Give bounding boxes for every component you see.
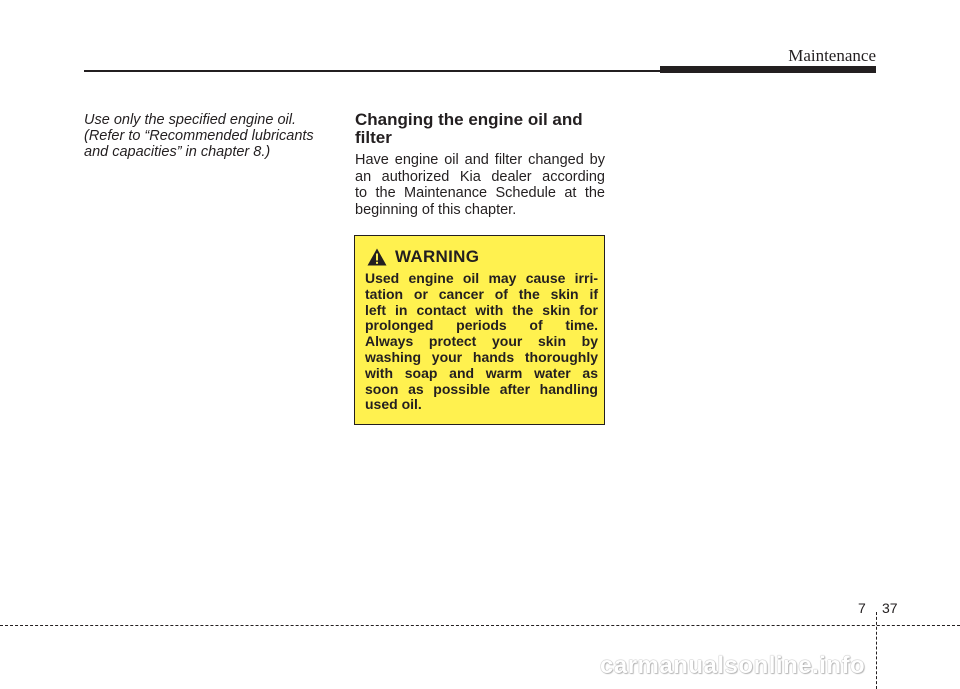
note-line: Use only the specified engine oil. xyxy=(84,112,296,128)
note-line: (Refer to “Recommended lubricants xyxy=(84,128,314,144)
warning-line: Used engine oil may cause irri- xyxy=(365,270,598,286)
warning-title: WARNING xyxy=(395,247,480,266)
warning-line: prolonged periods of time. xyxy=(365,317,598,334)
article-body xyxy=(355,152,605,218)
warning-line: with soap and warm water as xyxy=(365,364,598,381)
header-rule-thick xyxy=(660,66,876,73)
section-title: Maintenance xyxy=(788,46,876,65)
warning-line: washing your hands thoroughly xyxy=(365,348,598,365)
header-rule-thin xyxy=(84,70,660,72)
body-line: Have engine oil and filter changed by xyxy=(355,152,605,168)
warning-line: used oil. xyxy=(365,396,422,413)
warning-line: left in contact with the skin for xyxy=(365,301,598,318)
body-line: an authorized Kia dealer according xyxy=(355,168,605,185)
article-heading xyxy=(355,111,605,147)
chapter-number: 7 xyxy=(858,600,866,616)
body-line: to the Maintenance Schedule at the xyxy=(355,185,605,201)
body-line: beginning of this chapter. xyxy=(355,201,517,218)
warning-header xyxy=(367,246,479,268)
oil-spec-note xyxy=(84,112,334,160)
warning-triangle-icon xyxy=(367,248,387,266)
warning-line: Always protect your skin by xyxy=(365,333,598,350)
note-line: and capacities” in chapter 8.) xyxy=(84,144,271,160)
warning-line: tation or cancer of the skin if xyxy=(365,285,598,302)
warning-text xyxy=(365,271,598,413)
page-divider xyxy=(876,612,877,689)
footer-rule xyxy=(0,625,960,626)
watermark: carmanualsonline.info xyxy=(600,652,866,679)
page-number: 37 xyxy=(882,600,898,616)
warning-box xyxy=(354,235,605,425)
heading-line: Changing the engine oil and xyxy=(355,110,583,129)
warning-line: soon as possible after handling xyxy=(365,380,598,397)
heading-line: filter xyxy=(355,128,392,147)
